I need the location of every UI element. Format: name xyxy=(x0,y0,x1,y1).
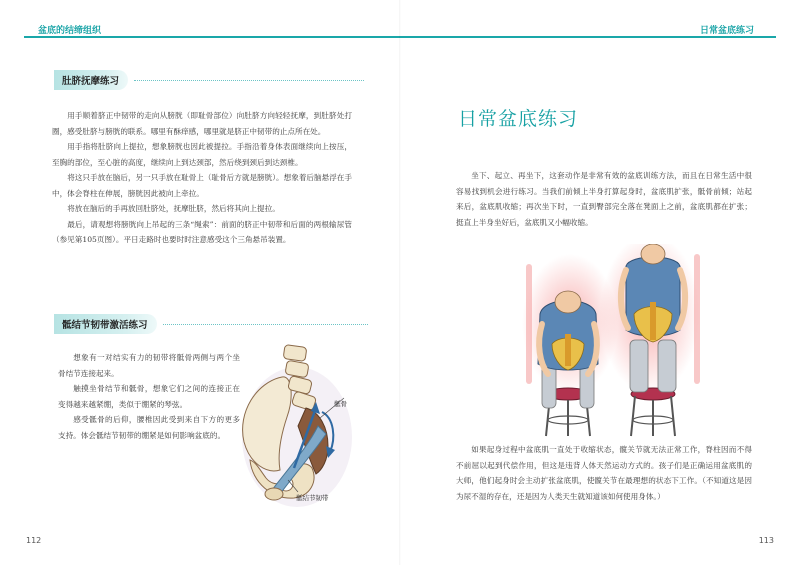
navel-exercise-text xyxy=(52,108,352,248)
section-heading-navel xyxy=(54,72,364,88)
paragraph: 如果起身过程中盆底肌一直处于收缩状态，髋关节就无法正常工作，脊柱因而不得不前屈以起到代偿作用，但这是违背人体天然运动方式的。孩子们是正确运用盆底肌的大师，他们起身时会主动扩张盆底肌，使髋关节在最理想的状态下工作。（不知道这是因为尿不湿的存在，还是因为人类天生就知道该如何使用身体。） xyxy=(456,445,752,501)
figure-leaning-forward xyxy=(538,291,598,436)
paragraph: 最后，请观想将膀胱向上吊起的三条“绳索”：前面的脐正中韧带和后面的两根输尿管（参见第105页图）。平日走路时也要时时注意感受这个三角悬吊装置。 xyxy=(52,219,352,244)
right-running-head: 日常盆底练习 xyxy=(699,26,754,36)
ligament-label: 骶结节韧带 xyxy=(296,494,329,502)
paragraph: 将放在脑后的手再放回肚脐处，抚摩肚脐，然后将其向上提拉。 xyxy=(67,204,280,213)
sit-to-stand-illustration xyxy=(518,244,708,440)
sacrotuberous-ligament-illustration xyxy=(232,342,372,512)
glow-stripe xyxy=(694,254,700,384)
glow-stripe xyxy=(526,264,532,384)
paragraph: 感受骶骨的后仰，腰椎因此受到来自下方的更多支持。体会骶结节韧带的绷紧是如何影响盆底的。 xyxy=(58,415,240,440)
intro-text xyxy=(456,168,752,230)
paragraph: 触摸坐骨结节和骶骨，想象它们之间的连接正在变得越来越紧绷，类似于绷紧的琴弦。 xyxy=(58,384,240,409)
ligament-exercise-text xyxy=(58,350,240,443)
right-page xyxy=(400,0,800,565)
left-running-head: 盆底的结缔组织 xyxy=(38,26,102,36)
paragraph: 想象有一对结实有力的韧带将骶骨两侧与两个坐骨结节连接起来。 xyxy=(58,353,240,378)
right-header-rule xyxy=(400,36,776,38)
ischial-tuberosity xyxy=(265,488,283,500)
section-heading-ligament xyxy=(54,316,368,332)
dotted-rule xyxy=(163,324,368,325)
paragraph: 用手顺着脐正中韧带的走向从膀胱（即耻骨部位）向肚脐方向轻轻抚摩，到肚脐处打圈，感受肚脐与膀胱的联系。哪里有酥痒感，哪里就是脐正中韧带的止点所在处。 xyxy=(52,111,352,136)
section-heading-navel-label: 肚脐抚摩练习 xyxy=(54,70,128,90)
closing-text xyxy=(456,442,752,504)
paragraph: 将这只手放在脑后，另一只手放在耻骨上（耻骨后方就是膀胱）。想象着后脑悬浮在手中，体会脊柱在伸展，膀胱因此被向上牵拉。 xyxy=(52,173,352,198)
sacrum-label: 骶骨 xyxy=(334,400,347,408)
right-page-number: 113 xyxy=(758,536,774,545)
section-heading-ligament-label: 骶结节韧带激活练习 xyxy=(54,314,157,334)
dotted-rule xyxy=(134,80,364,81)
page-title: 日常盆底练习 xyxy=(458,108,579,130)
paragraph: 坐下、起立、再坐下，这套动作是非常有效的盆底训练方法，而且在日常生活中很容易找到机会进行练习。当我们前倾上半身打算起身时，盆底肌扩张，骶骨前倾；站起来后，盆底肌收缩；再次坐下时，一直到臀部完全落在凳面上之前，盆底肌都在扩张；挺直上半身坐好后，盆底肌又小幅收缩。 xyxy=(456,171,752,227)
left-header-rule xyxy=(24,36,400,38)
left-page-number: 112 xyxy=(26,536,42,545)
paragraph: 用手指将肚脐向上提拉，想象膀胱也因此被提拉。手指沿着身体表面继续向上按压，至胸的部位，至心脏的高度，继续向上到达颈部，然后绕到颈后到达颈椎。 xyxy=(52,142,352,167)
